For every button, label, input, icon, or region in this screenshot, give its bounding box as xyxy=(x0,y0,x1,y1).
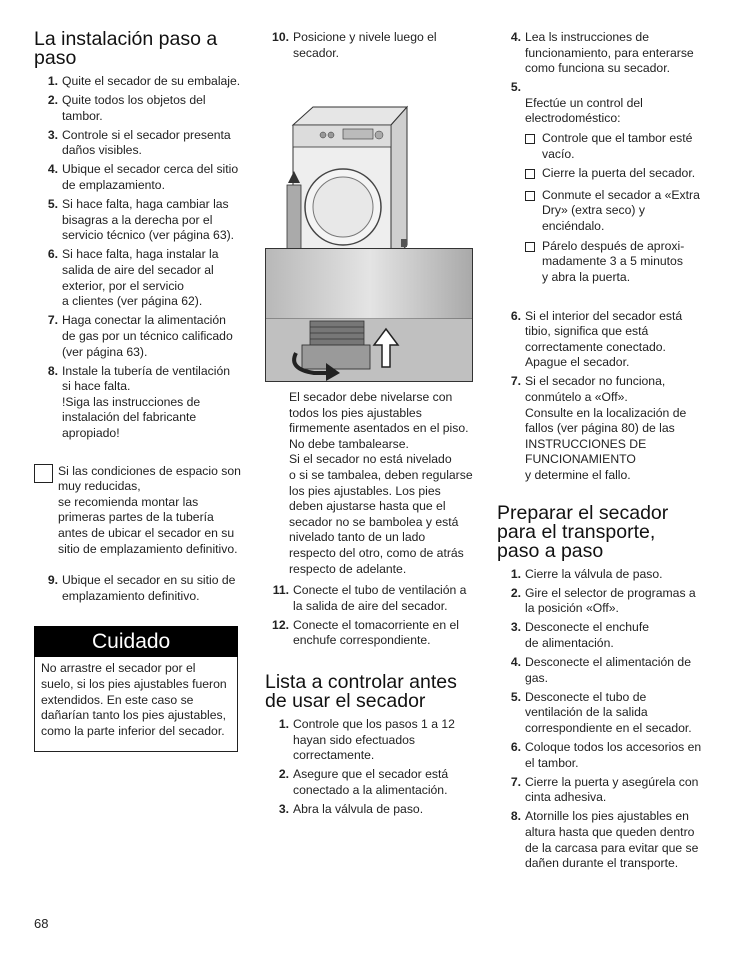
checklist-item xyxy=(525,188,707,235)
step-text: Coloque todos los accesorios en el tambor. xyxy=(525,739,702,770)
step-number: 6. xyxy=(510,308,521,323)
step-text: Controle que los pasos 1 a 12 hayan sido efectuados correctamente. xyxy=(293,717,455,763)
list-item xyxy=(497,374,707,483)
installation-steps-final xyxy=(265,583,475,649)
step-number: 6. xyxy=(47,247,58,262)
step-number: 2. xyxy=(47,93,58,108)
step-number: 4. xyxy=(47,162,58,177)
step-number: 8. xyxy=(510,809,521,824)
transport-steps xyxy=(497,567,707,872)
installation-step-10 xyxy=(265,30,473,61)
list-item xyxy=(265,618,475,649)
checkbox-icon xyxy=(525,188,542,235)
list-item xyxy=(497,690,707,737)
step-text: Quite todos los objetos del tambor. xyxy=(62,93,206,123)
step-number: 6. xyxy=(510,739,521,754)
list-item xyxy=(497,586,707,617)
foot-adjust-svg xyxy=(266,249,473,382)
step-text: Asegure que el secador está conectado a la alimentación. xyxy=(293,767,449,797)
caution-title: Cuidado xyxy=(34,626,238,657)
step-number: 7. xyxy=(47,313,58,328)
step-text: Conecte el tubo de ventilación a la salida de aire del secador. xyxy=(293,583,467,613)
checkbox-list xyxy=(525,131,707,285)
caution-box xyxy=(34,626,238,752)
list-item xyxy=(265,802,475,818)
step-number: 1. xyxy=(47,74,58,88)
checklist-text: Conmute el secador a «Extra Dry» (extra seco) y enciéndalo. xyxy=(542,187,700,234)
list-item: 4. Lea ls instrucciones de funcionamiento, para enterarse como funciona su secador. xyxy=(510,30,694,76)
list-item xyxy=(34,93,242,124)
list-item xyxy=(265,767,475,798)
step-number: 3. xyxy=(47,127,58,142)
column-1 xyxy=(34,30,242,752)
column-3 xyxy=(497,30,707,875)
list-item xyxy=(497,620,707,651)
step-number: 4. xyxy=(510,655,521,669)
step-text: Quite el secador de su embalaje. xyxy=(62,74,241,88)
step-text: Instale la tubería de ventilación si hace falta. !Siga las instrucciones de instalación del fabricante apropiado! xyxy=(62,363,231,440)
foot-closeup-panel xyxy=(265,248,473,382)
step-text: Gire el selector de programas a la posición «Off». xyxy=(525,585,696,616)
checkbox-icon xyxy=(525,131,542,162)
step-text: Si hace falta, haga cambiar las bisagras a la derecha por el servicio técnico (ver página 63). xyxy=(62,197,235,243)
checklist-text: Controle que el tambor esté vacío. xyxy=(542,131,693,161)
step-text: Desconecte el tubo de ventilación de la salida correspondiente en el secador. xyxy=(525,689,692,735)
list-item xyxy=(497,809,707,871)
step-number: 5. xyxy=(510,689,521,704)
step-number: 7. xyxy=(510,374,521,389)
step-number: 8. xyxy=(47,363,58,378)
step-number: 3. xyxy=(278,801,289,816)
checklist-steps-final xyxy=(497,309,707,484)
step-text: Si el secador no funciona, conmútelo a «Off». Consulte en la localización de fallos (ver página 80) de las INSTRUCCIONES DE FUNCIONAMIENTO y determine el fallo. xyxy=(525,374,687,482)
step-text: Haga conectar la alimentación de gas por un técnico calificado (ver página 63). xyxy=(62,313,233,359)
step-text: Atornille los pies ajustables en altura hasta que queden dentro de la carcasa para evitar que se dañen durante el transporte. xyxy=(525,809,699,871)
section-title-transport: Preparar el secador para el transporte, paso a paso xyxy=(497,501,669,562)
list-item: 5. Efectúe un control del electrodoméstico: Controle que el tambor esté vacío. Cierre la puerta del secador. Conmute el secador a «Extra Dry» (extra seco) y enciéndalo. Párelo después de aproxi- madamente 3 a 5 minutos y abra la puerta. xyxy=(497,80,707,305)
step-number: 5. xyxy=(47,197,58,212)
step-text: Desconecte el enchufe de alimentación. xyxy=(525,620,649,650)
list-item: 10. Posicione y nivele luego el secador. xyxy=(272,30,437,60)
installation-steps xyxy=(34,74,242,442)
page-number: 68 xyxy=(34,916,49,931)
checklist-item xyxy=(525,131,707,162)
list-item xyxy=(497,309,707,371)
section-title-installation: La instalación paso a paso xyxy=(34,28,218,69)
step-text: Ubique el secador cerca del sitio de emplazamiento. xyxy=(62,162,239,193)
list-item xyxy=(34,74,242,90)
checklist-steps xyxy=(265,717,475,818)
step-number: 3. xyxy=(510,620,521,635)
list-item xyxy=(497,655,707,686)
list-item xyxy=(265,583,475,614)
caution-text: No arrastre el secador por el suelo, si los pies ajustables fueron extendidos. En este caso se dañarían tanto los pies ajustables, como la parte inferior del secador. xyxy=(34,657,238,752)
step-text: Si el interior del secador está tibio, significa que está correctamente conectado. Apague el secador. xyxy=(525,308,683,370)
list-item xyxy=(497,740,707,771)
section-title-checklist: Lista a controlar antes de usar el secador xyxy=(265,671,457,712)
step-text: Cierre la puerta y asegúrela con cinta adhesiva. xyxy=(525,774,699,805)
step-text: Desconecte el alimentación de gas. xyxy=(525,655,691,685)
checklist-item xyxy=(525,239,707,286)
list-item xyxy=(34,364,242,442)
column-2-lower xyxy=(265,248,475,821)
step-text: Ubique el secador en su sitio de emplazamiento definitivo. xyxy=(62,573,236,603)
list-item xyxy=(34,128,242,159)
list-item xyxy=(34,313,242,360)
list-item xyxy=(497,775,707,806)
step-number: 12. xyxy=(272,617,289,632)
list-item xyxy=(265,717,475,764)
step-number: 1. xyxy=(510,566,521,581)
checklist-item xyxy=(525,166,707,184)
step-text: Abra la válvula de paso. xyxy=(293,801,424,816)
note-icon xyxy=(34,464,58,558)
step-number: 9. xyxy=(47,573,58,588)
step-text: Si hace falta, haga instalar la salida de aire del secador al exterior, por el servicio a clientes (ver página 62). xyxy=(62,247,219,309)
checkbox-icon xyxy=(525,166,542,184)
checklist-text: Cierre la puerta del secador. xyxy=(542,166,696,181)
checklist-text: Párelo después de aproxi- madamente 3 a 5 minutos y abra la puerta. xyxy=(542,238,685,284)
list-item xyxy=(34,247,242,309)
checklist-steps-continued xyxy=(497,30,707,305)
installation-steps-continued xyxy=(34,573,242,604)
note-box xyxy=(34,464,242,558)
leveling-paragraph: El secador debe nivelarse con todos los pies ajustables firmemente asentados en el piso. No debe tambalearse. Si el secador no está nivelado o si se tambalea, deben regularse los pies ajustables. Los pies deben ajustarse hasta que el secador no se bambolea y está nivelado tanto de un lado respecto del otro, como de atrás respecto de adelante. xyxy=(289,390,473,576)
step-text: Controle si el secador presenta daños visibles. xyxy=(62,127,231,158)
list-item xyxy=(34,197,242,244)
checkbox-icon xyxy=(525,239,542,286)
step-number: 7. xyxy=(510,774,521,789)
note-text: Si las condiciones de espacio son muy reducidas, se recomienda montar las primeras partes de la tubería antes de ubicar el secador en su sitio de emplazamiento definitivo. xyxy=(58,463,241,556)
list-item xyxy=(34,573,242,604)
step-text: Cierre la válvula de paso. xyxy=(525,566,663,581)
step-number: 11. xyxy=(272,583,289,598)
step-number: 2. xyxy=(510,585,521,600)
list-item xyxy=(34,162,242,193)
step-text: Conecte el tomacorriente en el enchufe correspondiente. xyxy=(293,617,459,648)
list-item xyxy=(497,567,707,583)
step-number: 1. xyxy=(278,717,289,731)
step-number: 2. xyxy=(278,767,289,782)
